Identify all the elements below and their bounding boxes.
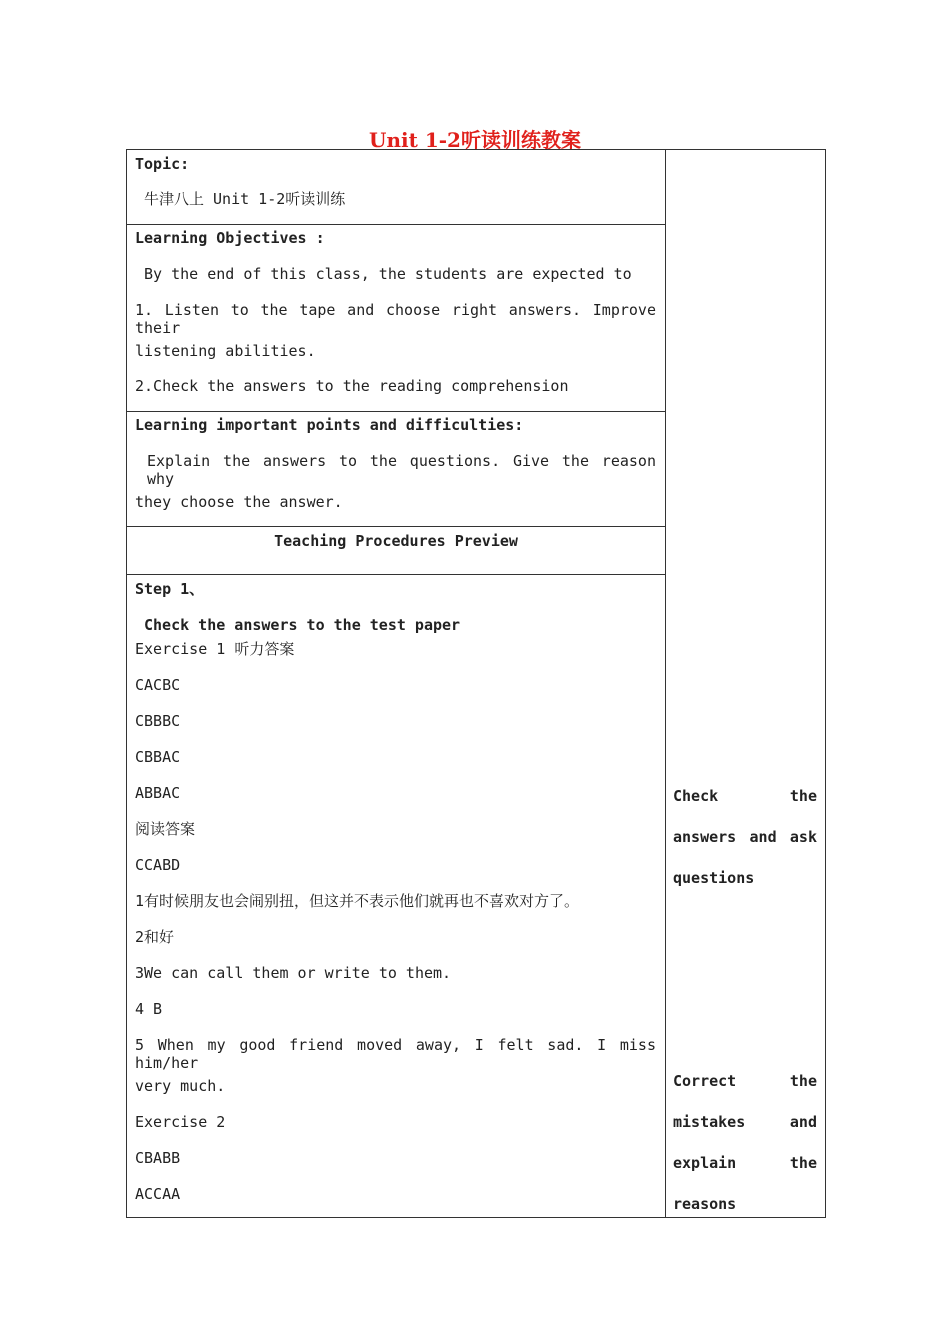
answer-line: ACCAA — [135, 1185, 181, 1203]
reading-answer: CCABD — [135, 856, 181, 874]
objective-1-line1: 1. Listen to the tape and choose right answers. Improve their — [135, 301, 656, 337]
topic-value: 牛津八上 Unit 1-2听读训练 — [144, 190, 346, 208]
objective-2: 2.Check the answers to the reading comprehension — [135, 377, 569, 395]
side-note-2-line3: explain the — [673, 1154, 817, 1172]
side-note-1-line1: Check the — [673, 787, 817, 805]
answer-line: ABBAC — [135, 784, 181, 802]
side-note-2-line4: reasons — [673, 1195, 737, 1213]
objectives-label: Learning Objectives : — [135, 229, 325, 247]
side-note-1-line3: questions — [673, 869, 755, 887]
side-note-2-line1: Correct the — [673, 1072, 817, 1090]
step1-label: Step 1、 — [135, 580, 205, 598]
reading-item-5-line2: very much. — [135, 1077, 226, 1095]
row-divider — [127, 574, 665, 575]
side-note-2-line2: mistakes and — [673, 1113, 817, 1131]
page-title: Unit 1-2听读训练教案 — [369, 128, 581, 152]
row-divider — [127, 411, 665, 412]
side-note-1-line2: answers and ask — [673, 828, 817, 846]
reading-item-1: 1有时候朋友也会闹别扭，但这并不表示他们就再也不喜欢对方了。 — [135, 892, 580, 910]
points-label: Learning important points and difficulties: — [135, 416, 524, 434]
column-divider — [665, 150, 666, 1217]
step1-subtitle: Check the answers to the test paper — [144, 616, 461, 634]
reading-item-5-line1: 5 When my good friend moved away, I felt sad. I miss him/her — [135, 1036, 656, 1072]
lesson-plan-table — [126, 149, 826, 1218]
topic-label: Topic: — [135, 155, 190, 173]
reading-label: 阅读答案 — [135, 820, 196, 838]
answer-line: CBBAC — [135, 748, 181, 766]
row-divider — [127, 224, 665, 225]
answer-line: CBBBC — [135, 712, 181, 730]
answer-line: CACBC — [135, 676, 181, 694]
exercise2-heading: Exercise 2 — [135, 1113, 226, 1131]
reading-item-2: 2和好 — [135, 928, 175, 946]
row-divider — [127, 526, 665, 527]
reading-item-4: 4 B — [135, 1000, 163, 1018]
objective-1-line2: listening abilities. — [135, 342, 316, 360]
procedures-heading: Teaching Procedures Preview — [274, 532, 518, 550]
answer-line: CBABB — [135, 1149, 181, 1167]
objectives-intro: By the end of this class, the students are expected to — [144, 265, 632, 283]
exercise1-heading: Exercise 1 听力答案 — [135, 640, 295, 658]
points-line2: they choose the answer. — [135, 493, 343, 511]
reading-item-3: 3We can call them or write to them. — [135, 964, 452, 982]
points-line1: Explain the answers to the questions. Give the reason why — [147, 452, 656, 488]
